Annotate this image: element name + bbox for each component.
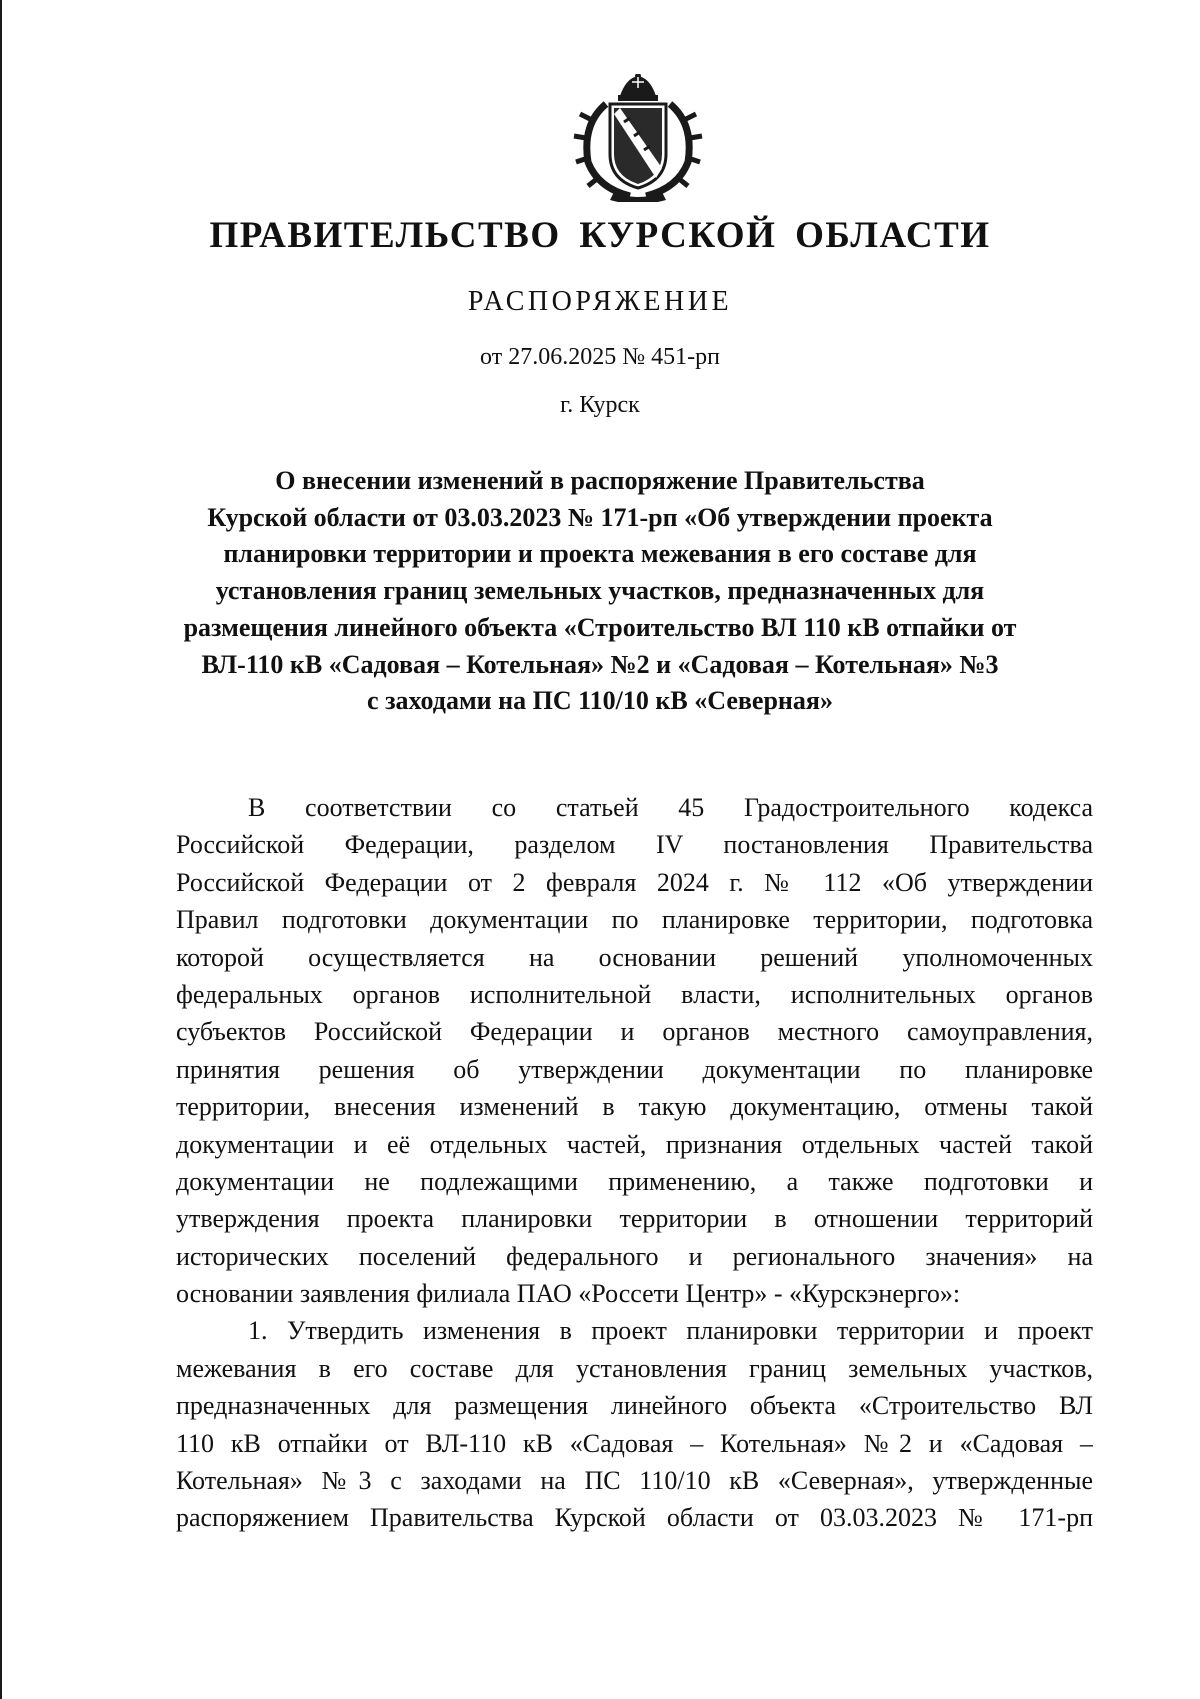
body-line: межевания в его составе для установления границ земельных участков,	[176, 1353, 1093, 1383]
body-line: исторических поселений федерального и регионального значения» на	[176, 1241, 1093, 1271]
body-line: субъектов Российской Федерации и органов местного самоуправления,	[176, 1017, 1093, 1047]
document-date-number: от 27.06.2025 № 451-рп	[480, 344, 720, 370]
body-line: федеральных органов исполнительной власти, исполнительных органов	[176, 979, 1093, 1009]
body-line: предназначенных для размещения линейного объекта «Строительство ВЛ	[176, 1391, 1093, 1421]
kursk-coat-of-arms-icon	[568, 74, 708, 202]
document-city: г. Курск	[560, 392, 640, 418]
body-line: Российской Федерации, разделом IV постановления Правительства	[176, 830, 1093, 860]
body-line: которой осуществляется на основании решений уполномоченных	[176, 942, 1093, 972]
body-line: Российской Федерации от 2 февраля 2024 г. № 112 «Об утверждении	[176, 867, 1093, 897]
document-subject	[170, 463, 1030, 720]
body-line: 1. Утвердить изменения в проект планировки территории и проект	[248, 1316, 1093, 1346]
body-line: Правил подготовки документации по планировке территории, подготовка	[176, 905, 1093, 935]
body-line: утверждения проекта планировки территории в отношении территорий	[176, 1204, 1093, 1234]
subject-line: О внесении изменений в распоряжение Правительства	[275, 466, 925, 495]
body-line: Котельная» №3 с заходами на ПС 110/10 кВ «Северная», утвержденные	[176, 1466, 1093, 1496]
body-line: В соответствии со статьей 45 Градостроительного кодекса	[248, 793, 1093, 822]
body-line: территории, внесения изменений в такую документацию, отмены такой	[176, 1092, 1093, 1122]
document-type: РАСПОРЯЖЕНИЕ	[467, 286, 733, 317]
subject-line: ВЛ-110 кВ «Садовая – Котельная» №2 и «Садовая – Котельная» №3	[201, 649, 999, 679]
subject-line: размещения линейного объекта «Строительство ВЛ 110 кВ отпайки от	[183, 612, 1017, 642]
subject-line: Курской области от 03.03.2023 № 171-рп «Об утверждении проекта	[207, 502, 993, 532]
document-body	[176, 789, 1093, 1537]
subject-line: планировки территории и проекта межевания в его составе для	[223, 539, 977, 569]
body-line: принятия решения об утверждении документации по планировке	[176, 1054, 1093, 1084]
subject-line: установления границ земельных участков, предназначенных для	[215, 576, 985, 606]
body-line: 110 кВ отпайки от ВЛ-110 кВ «Садовая – Котельная» №2 и «Садовая –	[176, 1428, 1093, 1458]
organization-title: ПРАВИТЕЛЬСТВО КУРСКОЙ ОБЛАСТИ	[209, 215, 991, 256]
subject-line: с заходами на ПС 110/10 кВ «Северная»	[367, 686, 833, 716]
body-line: документации не подлежащими применению, а также подготовки и	[176, 1166, 1093, 1196]
body-line: документации и её отдельных частей, признания отдельных частей такой	[176, 1129, 1093, 1159]
body-line: основании заявления филиала ПАО «Россети Центр» - «Курскэнерго»:	[176, 1279, 961, 1309]
body-line: распоряжением Правительства Курской области от 03.03.2023 № 171-рп	[176, 1503, 1093, 1533]
